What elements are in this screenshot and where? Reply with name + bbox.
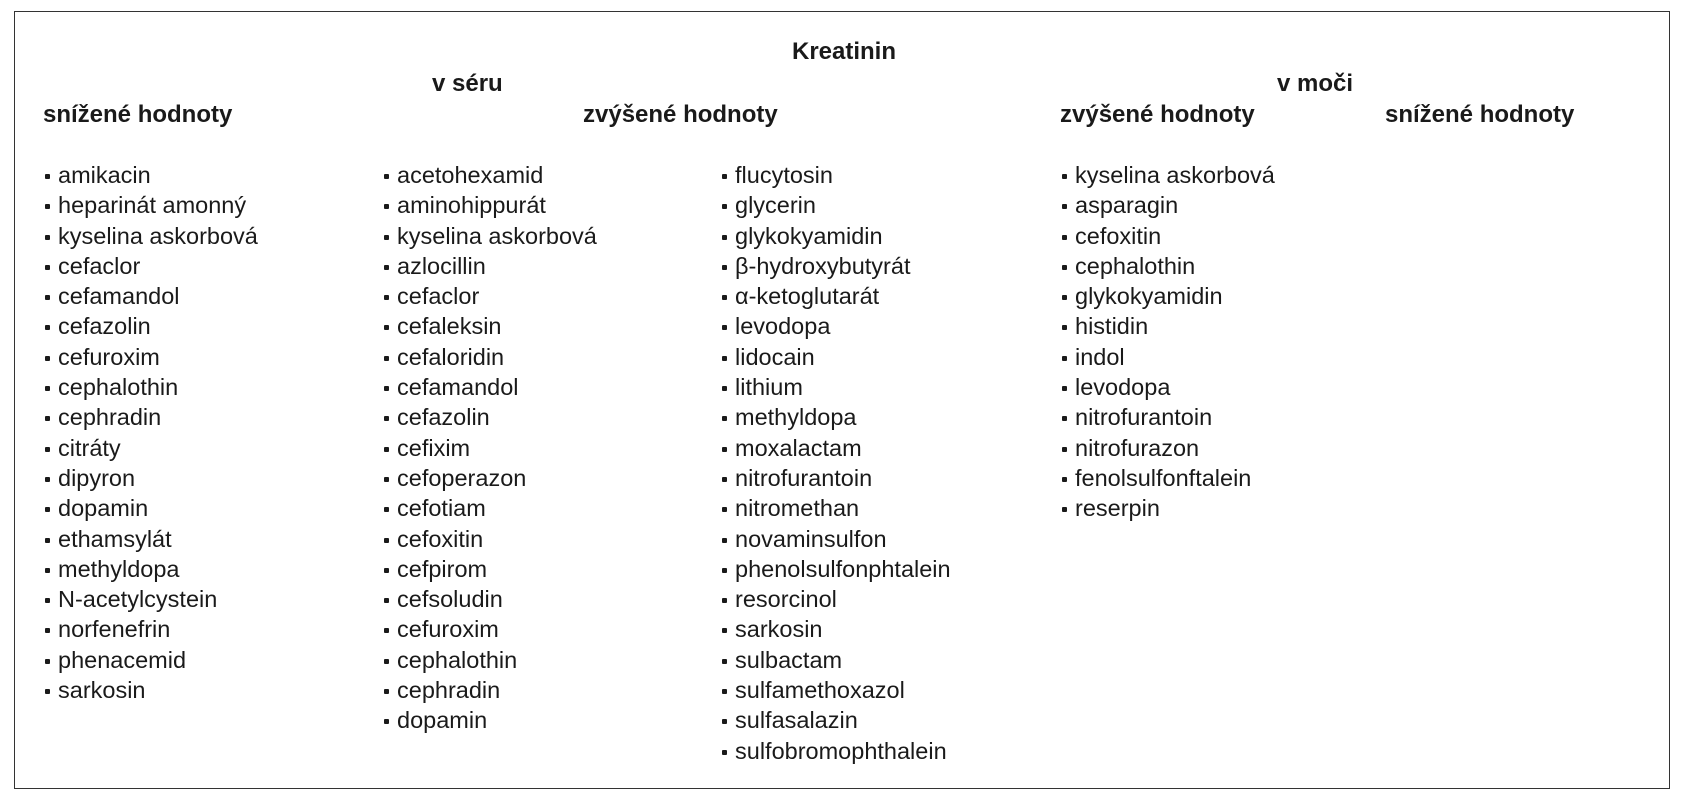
list-item: cephalothin (382, 645, 597, 675)
serum-increased-list-1 (382, 160, 597, 736)
list-item: sulbactam (720, 645, 951, 675)
list-item: moxalactam (720, 433, 951, 463)
list-item: histidin (1060, 311, 1275, 341)
list-item: β-hydroxybutyrát (720, 251, 951, 281)
list-item: phenacemid (43, 645, 258, 675)
urine-decreased-heading: snížené hodnoty (1385, 101, 1575, 128)
list-item: cephradin (43, 402, 258, 432)
list-item: sulfobromophthalein (720, 736, 951, 766)
list-item: nitrofurantoin (720, 463, 951, 493)
serum-increased-list-2 (720, 160, 951, 766)
list-item: cefixim (382, 433, 597, 463)
list-item: acetohexamid (382, 160, 597, 190)
list-item: cefaclor (43, 251, 258, 281)
list-item: amikacin (43, 160, 258, 190)
list-item: cephalothin (1060, 251, 1275, 281)
list-item: citráty (43, 433, 258, 463)
list-item: cefazolin (382, 402, 597, 432)
table-title: Kreatinin (791, 38, 896, 65)
list-item: resorcinol (720, 584, 951, 614)
list-item: α-ketoglutarát (720, 281, 951, 311)
list-item: norfenefrin (43, 614, 258, 644)
list-item: lithium (720, 372, 951, 402)
list-item: nitromethan (720, 493, 951, 523)
list-item: kyselina askorbová (43, 221, 258, 251)
list-item: cefotiam (382, 493, 597, 523)
list-item: nitrofurazon (1060, 433, 1275, 463)
list-item: sarkosin (720, 614, 951, 644)
list-item: flucytosin (720, 160, 951, 190)
list-item: kyselina askorbová (1060, 160, 1275, 190)
list-item: cefaloridin (382, 342, 597, 372)
list-item: sulfamethoxazol (720, 675, 951, 705)
list-item: cefaleksin (382, 311, 597, 341)
list-item: fenolsulfonftalein (1060, 463, 1275, 493)
list-item: cefoxitin (1060, 221, 1275, 251)
list-item: indol (1060, 342, 1275, 372)
list-item: glykokyamidin (1060, 281, 1275, 311)
list-item: cefsoludin (382, 584, 597, 614)
list-item: cefazolin (43, 311, 258, 341)
list-item: cefaclor (382, 281, 597, 311)
list-item: cefoperazon (382, 463, 597, 493)
list-item: ethamsylát (43, 524, 258, 554)
serum-decreased-list (43, 160, 258, 705)
list-item: dopamin (382, 705, 597, 735)
list-item: cephalothin (43, 372, 258, 402)
list-item: sarkosin (43, 675, 258, 705)
list-item: sulfasalazin (720, 705, 951, 735)
list-item: phenolsulfonphtalein (720, 554, 951, 584)
urine-increased-list (1060, 160, 1275, 524)
list-item: levodopa (1060, 372, 1275, 402)
list-item: methyldopa (43, 554, 258, 584)
list-item: cefamandol (382, 372, 597, 402)
urine-increased-heading: zvýšené hodnoty (1060, 101, 1255, 128)
list-item: N-acetylcystein (43, 584, 258, 614)
list-item: cephradin (382, 675, 597, 705)
list-item: glycerin (720, 190, 951, 220)
list-item: methyldopa (720, 402, 951, 432)
list-item: azlocillin (382, 251, 597, 281)
list-item: dopamin (43, 493, 258, 523)
list-item: asparagin (1060, 190, 1275, 220)
list-item: nitrofurantoin (1060, 402, 1275, 432)
serum-increased-heading: zvýšené hodnoty (583, 101, 778, 128)
serum-decreased-heading: snížené hodnoty (43, 101, 233, 128)
urine-heading: v moči (1277, 70, 1354, 97)
list-item: cefuroxim (382, 614, 597, 644)
list-item: aminohippurát (382, 190, 597, 220)
list-item: cefuroxim (43, 342, 258, 372)
list-item: lidocain (720, 342, 951, 372)
list-item: glykokyamidin (720, 221, 951, 251)
list-item: reserpin (1060, 493, 1275, 523)
list-item: cefamandol (43, 281, 258, 311)
list-item: novaminsulfon (720, 524, 951, 554)
list-item: levodopa (720, 311, 951, 341)
list-item: cefpirom (382, 554, 597, 584)
serum-heading: v séru (432, 70, 503, 97)
list-item: heparinát amonný (43, 190, 258, 220)
list-item: kyselina askorbová (382, 221, 597, 251)
list-item: cefoxitin (382, 524, 597, 554)
list-item: dipyron (43, 463, 258, 493)
